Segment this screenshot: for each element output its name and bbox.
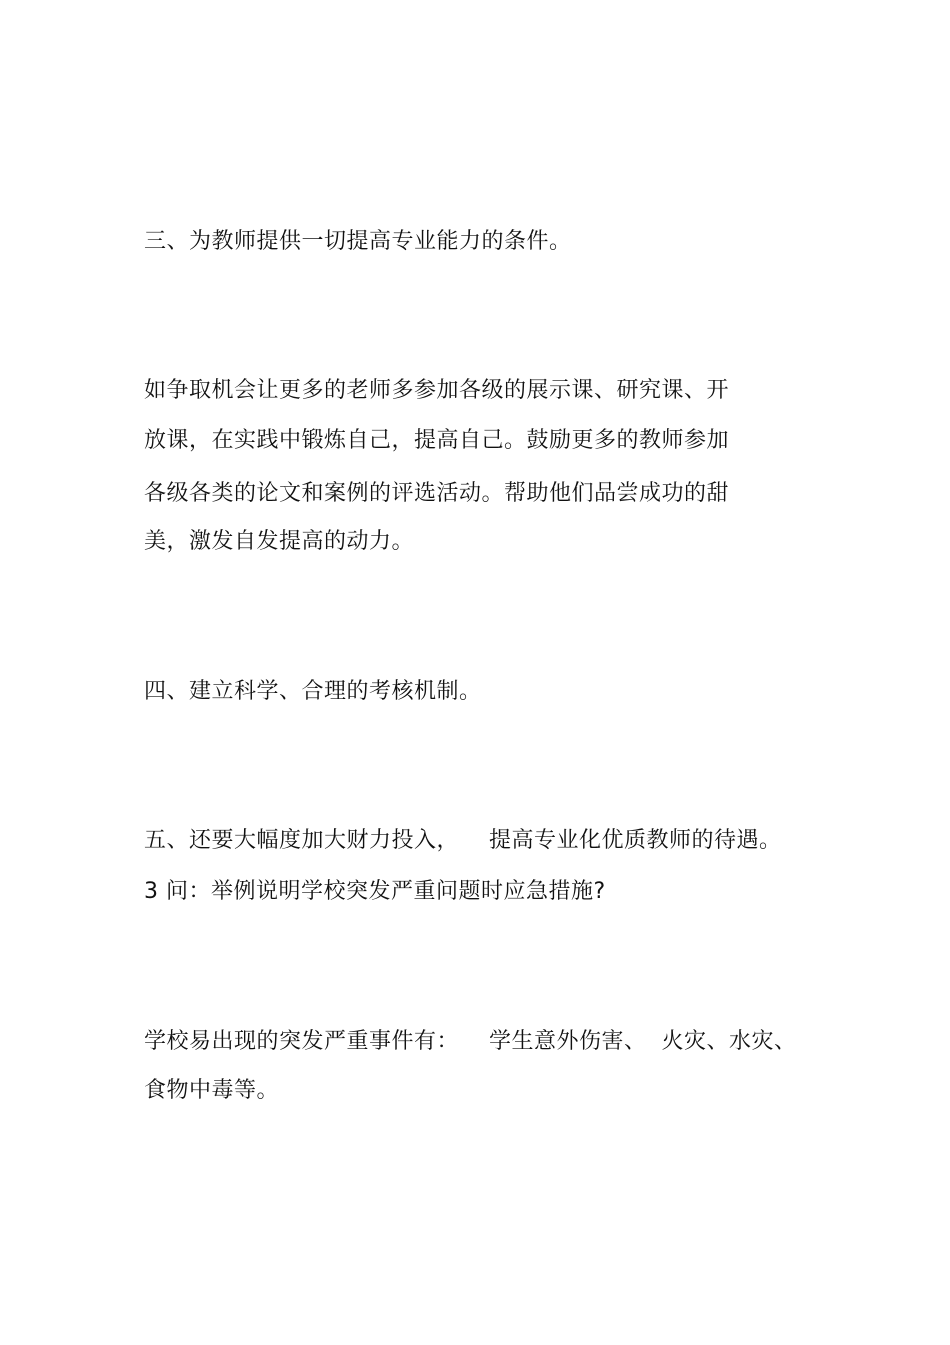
paragraph-line: 学校易出现的突发严重事件有： 学生意外伤害、 火灾、水灾、 xyxy=(144,1029,797,1054)
paragraph-line: 放课，在实践中锻炼自己，提高自己。鼓励更多的教师参加 xyxy=(144,428,730,453)
section-three-heading: 三、为教师提供一切提高专业能力的条件。 xyxy=(144,229,572,254)
paragraph-line: 如争取机会让更多的老师多参加各级的展示课、研究课、开 xyxy=(144,378,730,403)
section-five-heading: 五、还要大幅度加大财力投入， 提高专业化优质教师的待遇。 xyxy=(144,828,782,853)
paragraph-line: 食物中毒等。 xyxy=(144,1078,280,1103)
question-three: 3 问：举例说明学校突发严重问题时应急措施? xyxy=(144,879,606,904)
paragraph-line: 各级各类的论文和案例的评选活动。帮助他们品尝成功的甜 xyxy=(144,481,730,506)
paragraph-line: 美，激发自发提高的动力。 xyxy=(144,529,415,554)
section-four-heading: 四、建立科学、合理的考核机制。 xyxy=(144,679,482,704)
